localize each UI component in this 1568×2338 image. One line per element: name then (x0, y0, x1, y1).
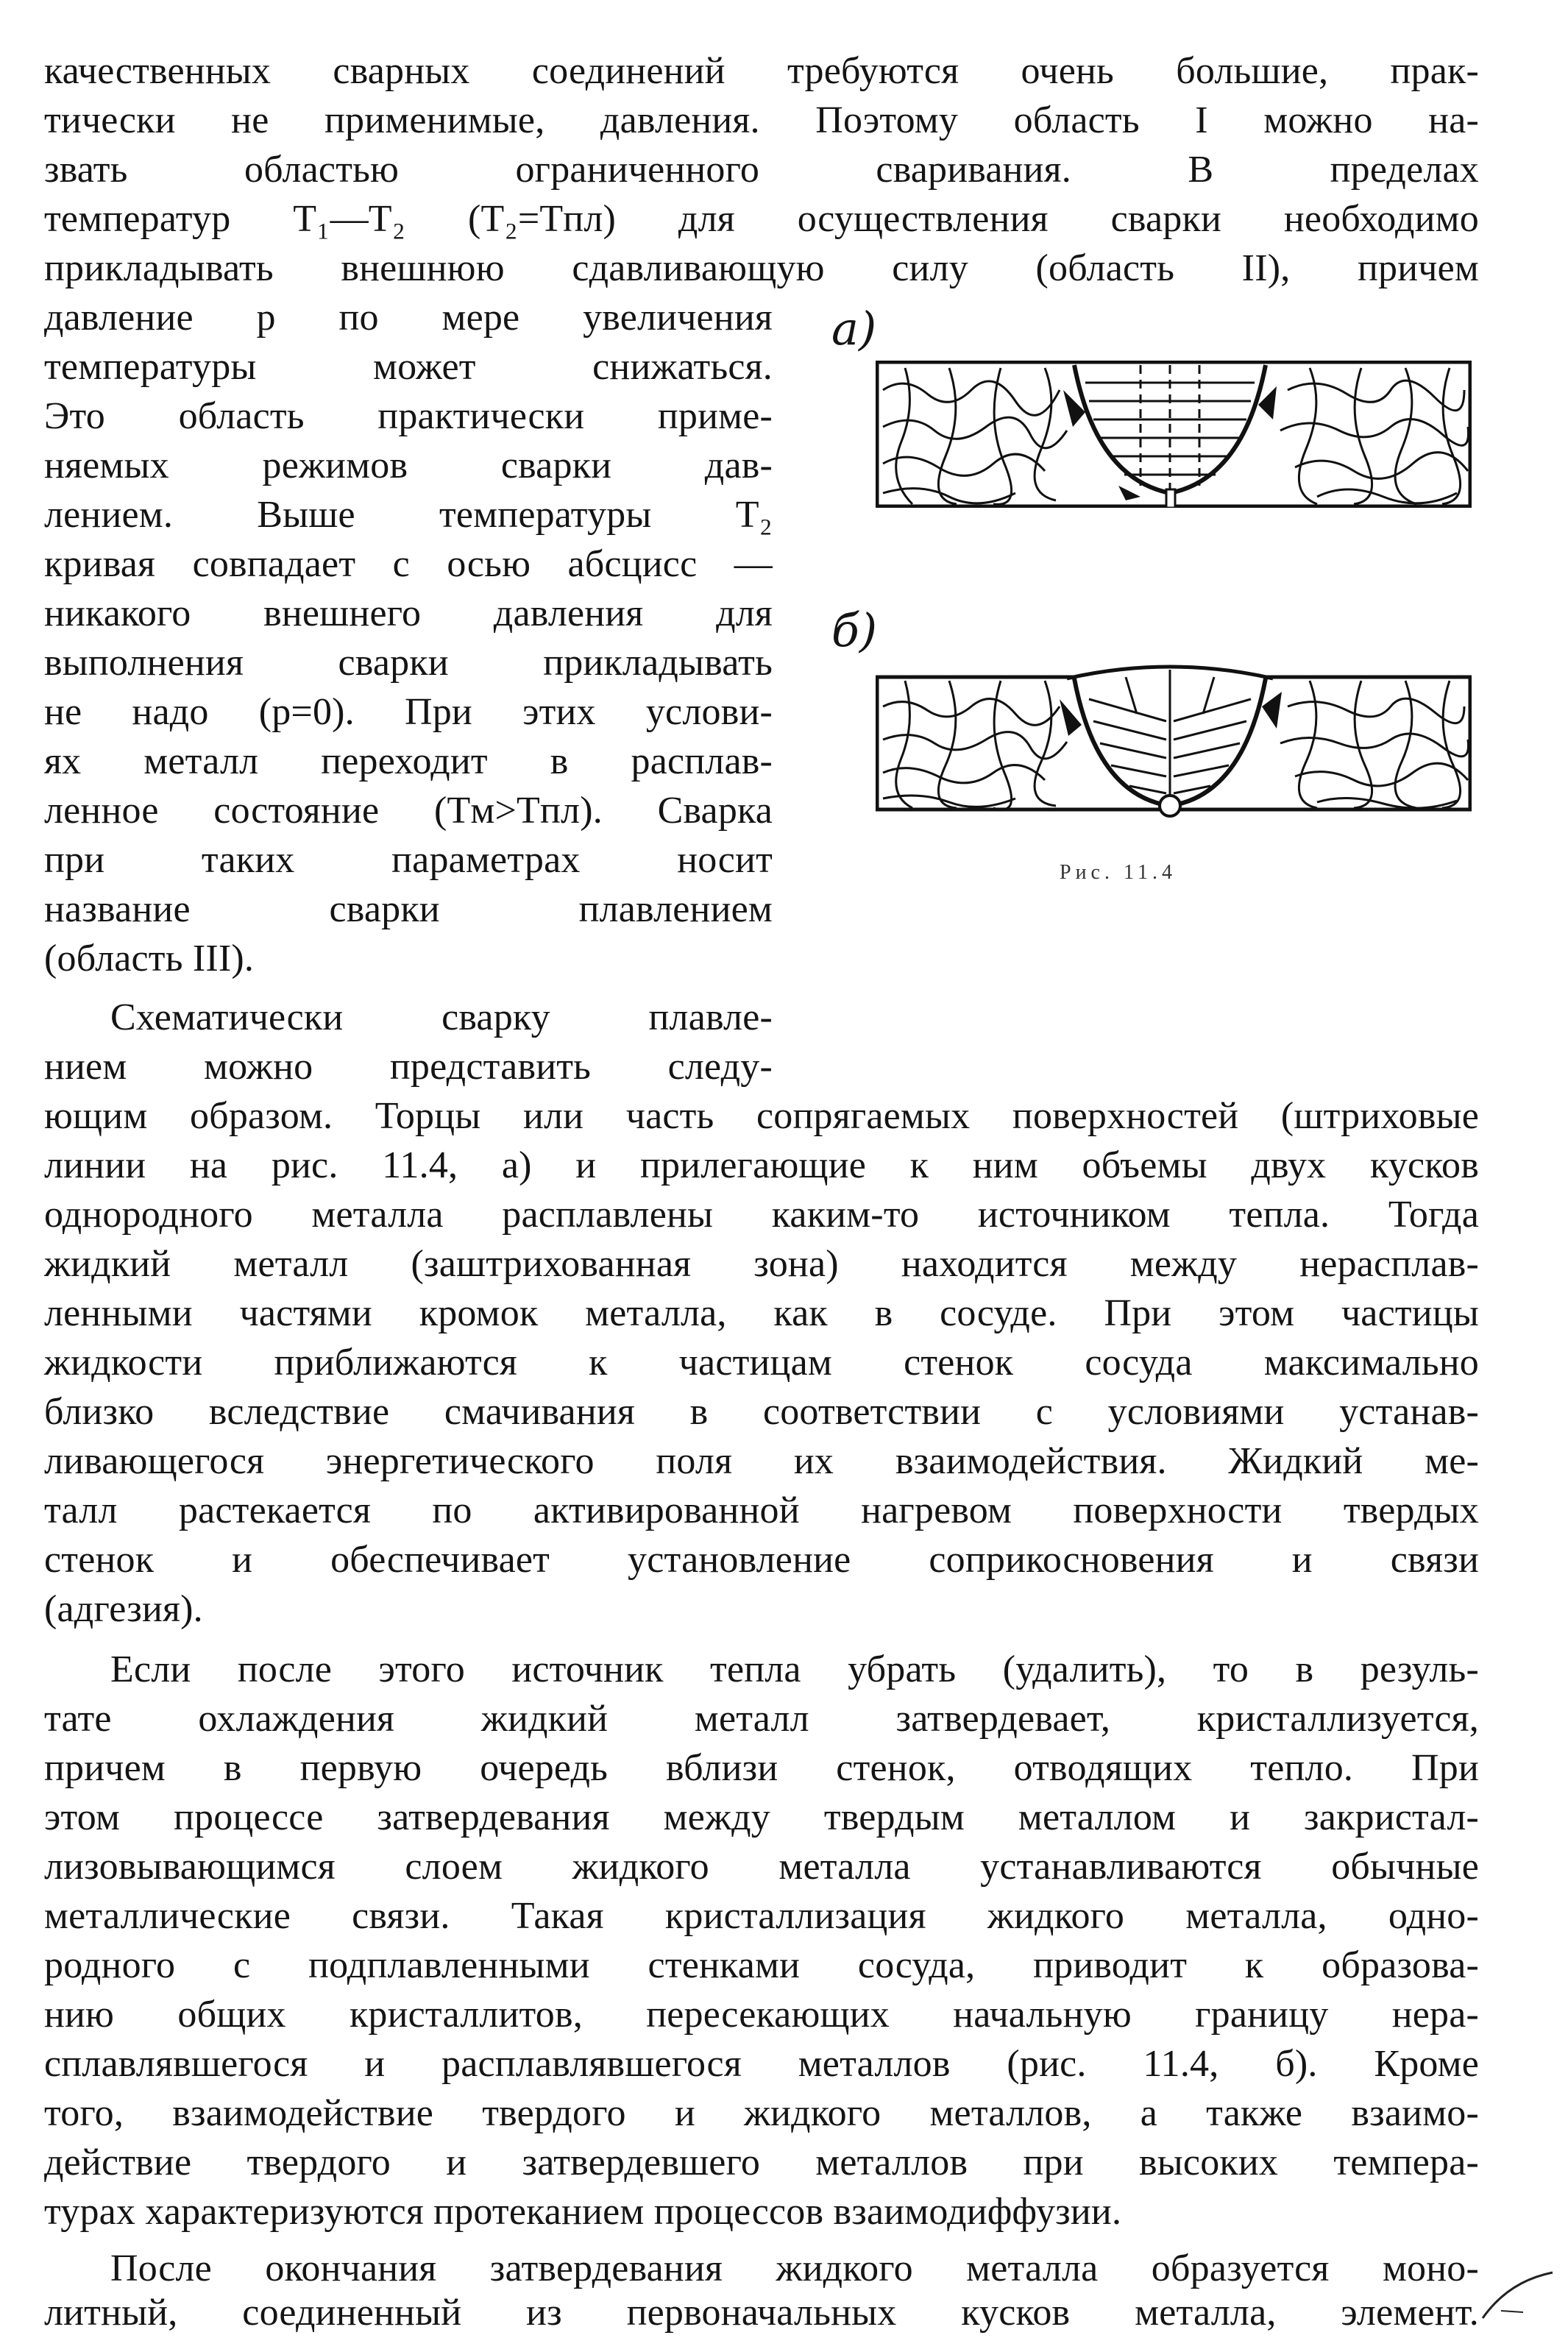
text-line: линии на рис. 11.4, а) и прилегающие к ним объемы двух кусков (44, 1144, 1479, 1186)
text-line: действие твердого и затвердевшего металлов при высоких темпера- (44, 2142, 1479, 2183)
text-line: однородного металла расплавлены каким-то источником тепла. Тогда (44, 1194, 1479, 1236)
text-line: жидкий металл (заштрихованная зона) находится между нерасплав- (44, 1243, 1479, 1285)
text-line: талл растекается по активированной нагревом поверхности твердых (44, 1489, 1479, 1531)
text-line: Если после этого источник тепла убрать (удалить), то в резуль- (110, 1648, 1479, 1690)
text-line: этом процессе затвердевания между твердым металлом и закристал- (44, 1796, 1479, 1838)
text-line: ленное состояние (Tм>Tпл). Сварка (44, 790, 773, 832)
text-line: название сварки плавлением (44, 888, 773, 930)
text-line: стенок и обеспечивает установление соприкосновения и связи (44, 1539, 1479, 1581)
text-line: (адгезия). (44, 1588, 203, 1630)
text-line: После окончания затвердевания жидкого металла образуется моно- (110, 2247, 1479, 2289)
text-line: прикладывать внешнюю сдавливающую силу (область II), причем (44, 247, 1479, 289)
text-line: тате охлаждения жидкий металл затвердевает, кристаллизуется, (44, 1698, 1479, 1740)
figure-caption: Рис. 11.4 (1060, 861, 1177, 884)
text-line: того, взаимодействие твердого и жидкого металлов, а также взаимо- (44, 2092, 1479, 2134)
text-line: жидкости приближаются к частицам стенок сосуда максимально (44, 1342, 1479, 1384)
text-line: при таких параметрах носит (44, 839, 773, 881)
text-line: Схематически сварку плавле- (110, 996, 773, 1038)
text-line: металлические связи. Такая кристаллизация жидкого металла, одно- (44, 1895, 1479, 1937)
text-line: турах характеризуются протеканием процессов взаимодиффузии. (44, 2191, 1122, 2233)
figure-a-weld-pool (876, 361, 1472, 508)
text-line: ливающегося энергетического поля их взаимодействия. Жидкий ме- (44, 1440, 1479, 1482)
text-line: давление p по мере увеличения (44, 297, 773, 339)
text-line: сплавлявшегося и расплавлявшегося металлов (рис. 11.4, б). Кроме (44, 2043, 1479, 2085)
text-line: не надо (p=0). При этих услови- (44, 691, 773, 733)
figure-label-a: а) (831, 302, 877, 355)
text-line: ющим образом. Торцы или часть сопрягаемых поверхностей (штриховые (44, 1095, 1479, 1137)
text-line: кривая совпадает с осью абсцисс — (44, 543, 773, 585)
text-line: выполнения сварки прикладывать (44, 642, 773, 684)
text-line: ях металл переходит в расплав- (44, 740, 773, 782)
text-line: няемых режимов сварки дав- (44, 444, 773, 486)
text-line: лением. Выше температуры T₂ (44, 494, 773, 536)
text-line: температур T₁—T₂ (T₂=Tпл) для осуществления сварки необходимо (44, 198, 1479, 240)
text-line: нию общих кристаллитов, пересекающих начальную границу нера- (44, 1994, 1479, 2036)
figure-b-solidified-weld (876, 655, 1472, 824)
text-line: причем в первую очередь вблизи стенок, отводящих тепло. При (44, 1747, 1479, 1789)
text-line: звать областью ограниченного сваривания. В пределах (44, 149, 1479, 191)
pencil-mark (1479, 2267, 1560, 2325)
text-line: нием можно представить следу- (44, 1046, 773, 1088)
text-line: родного с подплавленными стенками сосуда, приводит к образова- (44, 1944, 1479, 1986)
text-line: лизовывающимся слоем жидкого металла устанавливаются обычные (44, 1846, 1479, 1888)
figure-label-b: б) (831, 603, 878, 657)
text-line: температуры может снижаться. (44, 346, 773, 388)
text-line: ленными частями кромок металла, как в сосуде. При этом частицы (44, 1292, 1479, 1334)
text-line: качественных сварных соединений требуются очень большие, прак- (44, 50, 1479, 92)
text-line: литный, соединенный из первоначальных кусков металла, элемент. (44, 2292, 1479, 2334)
text-line: (область III). (44, 938, 255, 980)
text-line: тически не применимые, давления. Поэтому область I можно на- (44, 99, 1479, 141)
text-line: близко вследствие смачивания в соответствии с условиями устанав- (44, 1391, 1479, 1433)
text-line: Это область практически приме- (44, 395, 773, 437)
text-line: никакого внешнего давления для (44, 592, 773, 634)
